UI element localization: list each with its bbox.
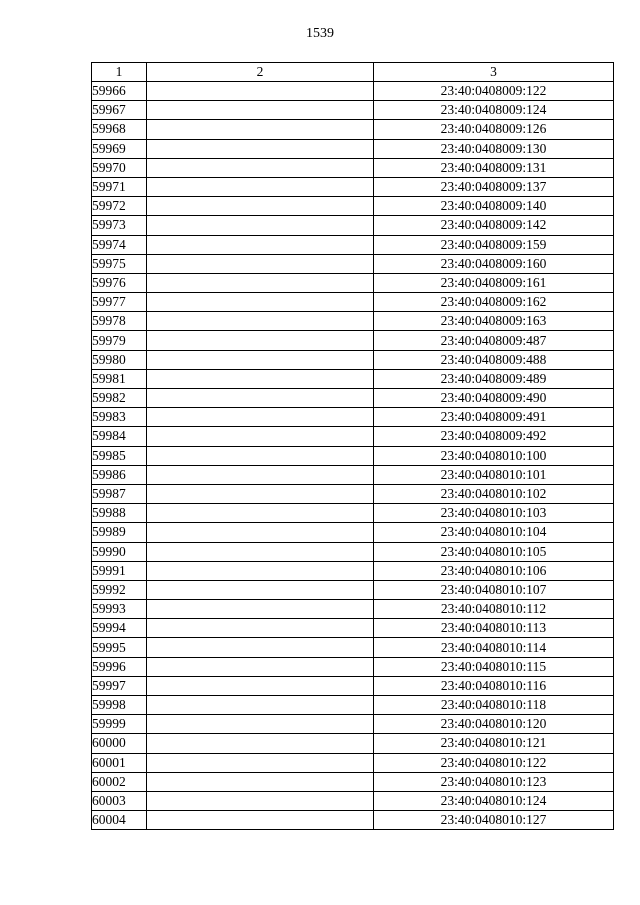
table-row (92, 580, 614, 599)
table-row (92, 811, 614, 830)
description-cell (147, 216, 374, 235)
description-cell (147, 638, 374, 657)
description-cell (147, 331, 374, 350)
row-number-cell: 59967 (92, 101, 147, 120)
cadastral-number-cell: 23:40:0408010:100 (374, 446, 614, 465)
description-cell (147, 600, 374, 619)
row-number-cell: 59994 (92, 619, 147, 638)
description-cell (147, 580, 374, 599)
table-row (92, 350, 614, 369)
row-number-cell: 59983 (92, 408, 147, 427)
row-number-cell: 59976 (92, 273, 147, 292)
table-row (92, 734, 614, 753)
description-cell (147, 676, 374, 695)
table-body (92, 82, 614, 830)
row-number-cell: 59972 (92, 197, 147, 216)
description-cell (147, 753, 374, 772)
cadastral-number-cell: 23:40:0408010:114 (374, 638, 614, 657)
column-header-3: 3 (374, 63, 614, 82)
row-number-cell: 59986 (92, 465, 147, 484)
table-row (92, 619, 614, 638)
row-number-cell: 59970 (92, 158, 147, 177)
table-row (92, 197, 614, 216)
table-row (92, 465, 614, 484)
description-cell (147, 293, 374, 312)
description-cell (147, 235, 374, 254)
row-number-cell: 59989 (92, 523, 147, 542)
table-row (92, 561, 614, 580)
description-cell (147, 619, 374, 638)
cadastral-number-cell: 23:40:0408009:487 (374, 331, 614, 350)
row-number-cell: 60001 (92, 753, 147, 772)
cadastral-number-cell: 23:40:0408010:123 (374, 772, 614, 791)
cadastral-number-cell: 23:40:0408010:104 (374, 523, 614, 542)
description-cell (147, 696, 374, 715)
cadastral-number-cell: 23:40:0408010:103 (374, 504, 614, 523)
column-header-2: 2 (147, 63, 374, 82)
cadastral-number-cell: 23:40:0408010:116 (374, 676, 614, 695)
page-number: 1539 (306, 26, 334, 41)
description-cell (147, 273, 374, 292)
row-number-cell: 59990 (92, 542, 147, 561)
cadastral-number-cell: 23:40:0408009:160 (374, 254, 614, 273)
row-number-cell: 59975 (92, 254, 147, 273)
cadastral-number-cell: 23:40:0408010:107 (374, 580, 614, 599)
row-number-cell: 59982 (92, 389, 147, 408)
description-cell (147, 139, 374, 158)
description-cell (147, 811, 374, 830)
row-number-cell: 59966 (92, 82, 147, 101)
table-row (92, 696, 614, 715)
cadastral-number-cell: 23:40:0408009:130 (374, 139, 614, 158)
row-number-cell: 59992 (92, 580, 147, 599)
description-cell (147, 158, 374, 177)
table-row (92, 715, 614, 734)
table-row (92, 542, 614, 561)
cadastral-number-cell: 23:40:0408010:124 (374, 791, 614, 810)
table-row (92, 273, 614, 292)
cadastral-number-cell: 23:40:0408010:102 (374, 484, 614, 503)
table-header (92, 63, 614, 82)
cadastral-number-cell: 23:40:0408009:491 (374, 408, 614, 427)
cadastral-number-cell: 23:40:0408009:161 (374, 273, 614, 292)
table-row (92, 504, 614, 523)
table-row (92, 331, 614, 350)
row-number-cell: 59995 (92, 638, 147, 657)
row-number-cell: 60000 (92, 734, 147, 753)
cadastral-number-cell: 23:40:0408010:121 (374, 734, 614, 753)
table-row (92, 791, 614, 810)
description-cell (147, 197, 374, 216)
table-row (92, 523, 614, 542)
cadastral-number-cell: 23:40:0408010:118 (374, 696, 614, 715)
row-number-cell: 59985 (92, 446, 147, 465)
table-row (92, 120, 614, 139)
row-number-cell: 59987 (92, 484, 147, 503)
cadastral-number-cell: 23:40:0408010:115 (374, 657, 614, 676)
description-cell (147, 484, 374, 503)
cadastral-number-cell: 23:40:0408009:142 (374, 216, 614, 235)
cadastral-number-cell: 23:40:0408009:162 (374, 293, 614, 312)
description-cell (147, 82, 374, 101)
description-cell (147, 465, 374, 484)
cadastral-number-cell: 23:40:0408010:127 (374, 811, 614, 830)
row-number-cell: 59973 (92, 216, 147, 235)
table-header-row (92, 63, 614, 82)
table-row (92, 638, 614, 657)
description-cell (147, 427, 374, 446)
row-number-cell: 59977 (92, 293, 147, 312)
table-row (92, 657, 614, 676)
row-number-cell: 60002 (92, 772, 147, 791)
description-cell (147, 408, 374, 427)
cadastral-number-cell: 23:40:0408010:105 (374, 542, 614, 561)
description-cell (147, 177, 374, 196)
row-number-cell: 59969 (92, 139, 147, 158)
description-cell (147, 542, 374, 561)
cadastral-number-cell: 23:40:0408010:113 (374, 619, 614, 638)
table-row (92, 753, 614, 772)
table-row (92, 312, 614, 331)
description-cell (147, 312, 374, 331)
row-number-cell: 59998 (92, 696, 147, 715)
table-row (92, 446, 614, 465)
description-cell (147, 389, 374, 408)
cadastral-number-cell: 23:40:0408010:122 (374, 753, 614, 772)
table-row (92, 82, 614, 101)
row-number-cell: 59984 (92, 427, 147, 446)
table-row (92, 158, 614, 177)
row-number-cell: 59979 (92, 331, 147, 350)
description-cell (147, 446, 374, 465)
cadastral-number-cell: 23:40:0408009:488 (374, 350, 614, 369)
table-row (92, 427, 614, 446)
cadastral-number-cell: 23:40:0408009:131 (374, 158, 614, 177)
row-number-cell: 60003 (92, 791, 147, 810)
row-number-cell: 59993 (92, 600, 147, 619)
row-number-cell: 59974 (92, 235, 147, 254)
description-cell (147, 561, 374, 580)
table-row (92, 235, 614, 254)
description-cell (147, 772, 374, 791)
description-cell (147, 734, 374, 753)
description-cell (147, 791, 374, 810)
cadastral-number-cell: 23:40:0408009:124 (374, 101, 614, 120)
column-header-1: 1 (92, 63, 147, 82)
cadastral-number-cell: 23:40:0408010:120 (374, 715, 614, 734)
description-cell (147, 254, 374, 273)
cadastral-number-cell: 23:40:0408009:140 (374, 197, 614, 216)
table-row (92, 177, 614, 196)
cadastral-number-cell: 23:40:0408009:159 (374, 235, 614, 254)
cadastral-number-cell: 23:40:0408010:106 (374, 561, 614, 580)
row-number-cell: 59988 (92, 504, 147, 523)
table-row (92, 369, 614, 388)
row-number-cell: 59991 (92, 561, 147, 580)
table-row (92, 293, 614, 312)
row-number-cell: 59999 (92, 715, 147, 734)
row-number-cell: 59997 (92, 676, 147, 695)
table-row (92, 600, 614, 619)
cadastral-number-cell: 23:40:0408009:492 (374, 427, 614, 446)
cadastral-number-cell: 23:40:0408009:163 (374, 312, 614, 331)
cadastral-number-cell: 23:40:0408009:137 (374, 177, 614, 196)
description-cell (147, 120, 374, 139)
description-cell (147, 350, 374, 369)
description-cell (147, 101, 374, 120)
table-row (92, 254, 614, 273)
cadastral-number-cell: 23:40:0408010:101 (374, 465, 614, 484)
row-number-cell: 59968 (92, 120, 147, 139)
table-row (92, 389, 614, 408)
row-number-cell: 59978 (92, 312, 147, 331)
description-cell (147, 657, 374, 676)
table-row (92, 216, 614, 235)
row-number-cell: 59980 (92, 350, 147, 369)
description-cell (147, 504, 374, 523)
description-cell (147, 523, 374, 542)
table-row (92, 772, 614, 791)
description-cell (147, 369, 374, 388)
cadastral-number-cell: 23:40:0408009:126 (374, 120, 614, 139)
row-number-cell: 60004 (92, 811, 147, 830)
table-row (92, 408, 614, 427)
description-cell (147, 715, 374, 734)
cadastral-number-cell: 23:40:0408009:489 (374, 369, 614, 388)
table-row (92, 484, 614, 503)
cadastral-number-cell: 23:40:0408010:112 (374, 600, 614, 619)
row-number-cell: 59981 (92, 369, 147, 388)
cadastral-table (91, 62, 614, 830)
table-row (92, 676, 614, 695)
row-number-cell: 59971 (92, 177, 147, 196)
row-number-cell: 59996 (92, 657, 147, 676)
cadastral-number-cell: 23:40:0408009:490 (374, 389, 614, 408)
table-row (92, 139, 614, 158)
cadastral-number-cell: 23:40:0408009:122 (374, 82, 614, 101)
table-row (92, 101, 614, 120)
